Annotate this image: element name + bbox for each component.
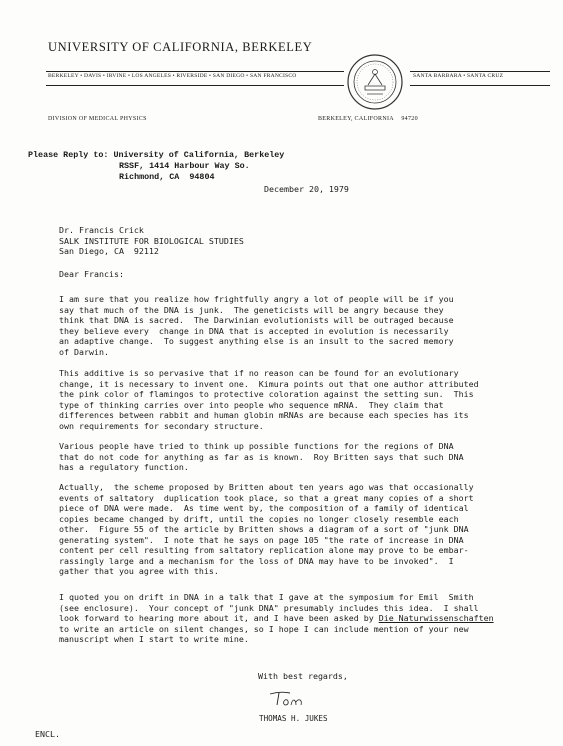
closing: With best regards, (258, 671, 348, 681)
recipient-institution: SALK INSTITUTE FOR BIOLOGICAL STUDIES (59, 235, 244, 246)
campus-bar-left (46, 71, 344, 86)
paragraph-line: say that much of the DNA is junk. The geneticists will be angry because they (59, 304, 444, 315)
paragraph-line: gather that you agree with this. (59, 566, 219, 576)
recipient-block (59, 225, 244, 257)
paragraph-line: an adaptive change. To suggest anything else is an insult to the sacred memory (59, 336, 454, 346)
paragraph-line: Actually, the scheme proposed by Britten about ten years ago was that occasionally (59, 482, 474, 492)
paragraph-2 (59, 368, 479, 431)
paragraph-line: I am sure that you realize how frightfully angry a lot of people will be if you (59, 294, 454, 304)
paragraph-line: has a regulatory function. (59, 462, 189, 472)
university-name: UNIVERSITY OF CALIFORNIA, BERKELEY (48, 40, 313, 54)
paragraph-line: manuscript when I start to write mine. (59, 634, 249, 644)
paragraph-line: they believe every change in DNA that is accepted in evolution is necessarily (59, 325, 449, 336)
paragraph-line: look forward to hearing more about it, and I have been asked by (59, 613, 379, 623)
paragraph-5 (59, 592, 494, 645)
campus-bar-right (410, 71, 550, 86)
signer-name: THOMAS H. JUKES (259, 714, 328, 723)
reply-line-2: RSSF, 1414 Harbour Way So. (119, 161, 250, 171)
paragraph-line: content per cell resulting from saltatory replication alone may prove to be embar- (59, 545, 469, 555)
reply-line-1: Please Reply to: University of California, Berkeley (28, 150, 285, 160)
paragraph-line: the pink color of flamingos to protective coloration against the setting sun. This (59, 389, 474, 399)
zip: 94720 (401, 116, 418, 122)
journal-title: Die Naturwissenschaften (378, 613, 494, 623)
paragraph-line: rassingly large and a mechanism for the loss of DNA may have to be invoked". I (59, 555, 454, 566)
paragraph-line: type of thinking carries over into people who sequence mRNA. They claim that (59, 399, 444, 410)
paragraph-line: I quoted you on drift in DNA in a talk that I gave at the symposium for Emil Smith (59, 592, 474, 602)
paragraph-line: copies became changed by drift, until the copies no longer closely resemble each (59, 513, 459, 524)
enclosure-note: ENCL. (35, 729, 60, 739)
paragraph-line: of Darwin. (59, 346, 109, 357)
handwritten-signature-icon (268, 688, 318, 708)
paragraph-line: other. Figure 55 of the article by Britten shows a diagram of a sort of "junk DNA (59, 524, 469, 534)
paragraph-line: This additive is so pervasive that if no reason can be found for an evolutionary (59, 368, 459, 378)
recipient-name: Dr. Francis Crick (59, 225, 144, 235)
city-line (318, 116, 418, 122)
reply-address (28, 150, 284, 183)
paragraph-line: differences between rabbit and human globin mRNAs are because each species has its (59, 410, 469, 420)
campus-list-left: BERKELEY • DAVIS • IRVINE • LOS ANGELES • RIVERSIDE • SAN DIEGO • SAN FRANCISCO (48, 73, 297, 79)
campus-list-right: SANTA BARBARA • SANTA CRUZ (413, 73, 504, 79)
paragraph-3 (59, 441, 464, 473)
paragraph-line: Various people have tried to think up possible functions for the regions of DNA (59, 441, 454, 451)
university-seal-icon (345, 52, 405, 112)
paragraph-line: own requirements for secondary structure. (59, 420, 264, 431)
paragraph-line: think that DNA is sacred. The Darwinian evolutionists will be outraged because (59, 315, 454, 325)
division-name: DIVISION OF MEDICAL PHYSICS (48, 116, 147, 122)
paragraph-line: change, it is necessary to invent one. Kimura points out that one author attributed (59, 378, 479, 389)
paragraph-line: that do not code for anything as far as is known. Roy Britten says that such DNA (59, 451, 464, 462)
paragraph-line: to write an article on silent changes, so I hope I can include mention of your new (59, 623, 469, 634)
city: BERKELEY, CALIFORNIA (318, 116, 394, 122)
paragraph-1 (59, 294, 454, 357)
recipient-city: San Diego, CA 92112 (59, 246, 159, 256)
paragraph-4 (59, 482, 474, 577)
paragraph-line: generating system". I note that he says on page 105 "the rate of increase in DNA (59, 534, 464, 545)
reply-line-3: Richmond, CA 94804 (119, 172, 215, 182)
salutation: Dear Francis: (59, 269, 124, 279)
paragraph-line: events of saltatory duplication took place, so that a great many copies of a short (59, 492, 474, 503)
paragraph-line: (see enclosure). Your concept of "junk DNA" presumably includes this idea. I shall (59, 602, 479, 613)
letter-date: December 20, 1979 (264, 184, 349, 194)
paragraph-line: piece of DNA were made. As time went by, the composition of a family of identical (59, 503, 469, 513)
